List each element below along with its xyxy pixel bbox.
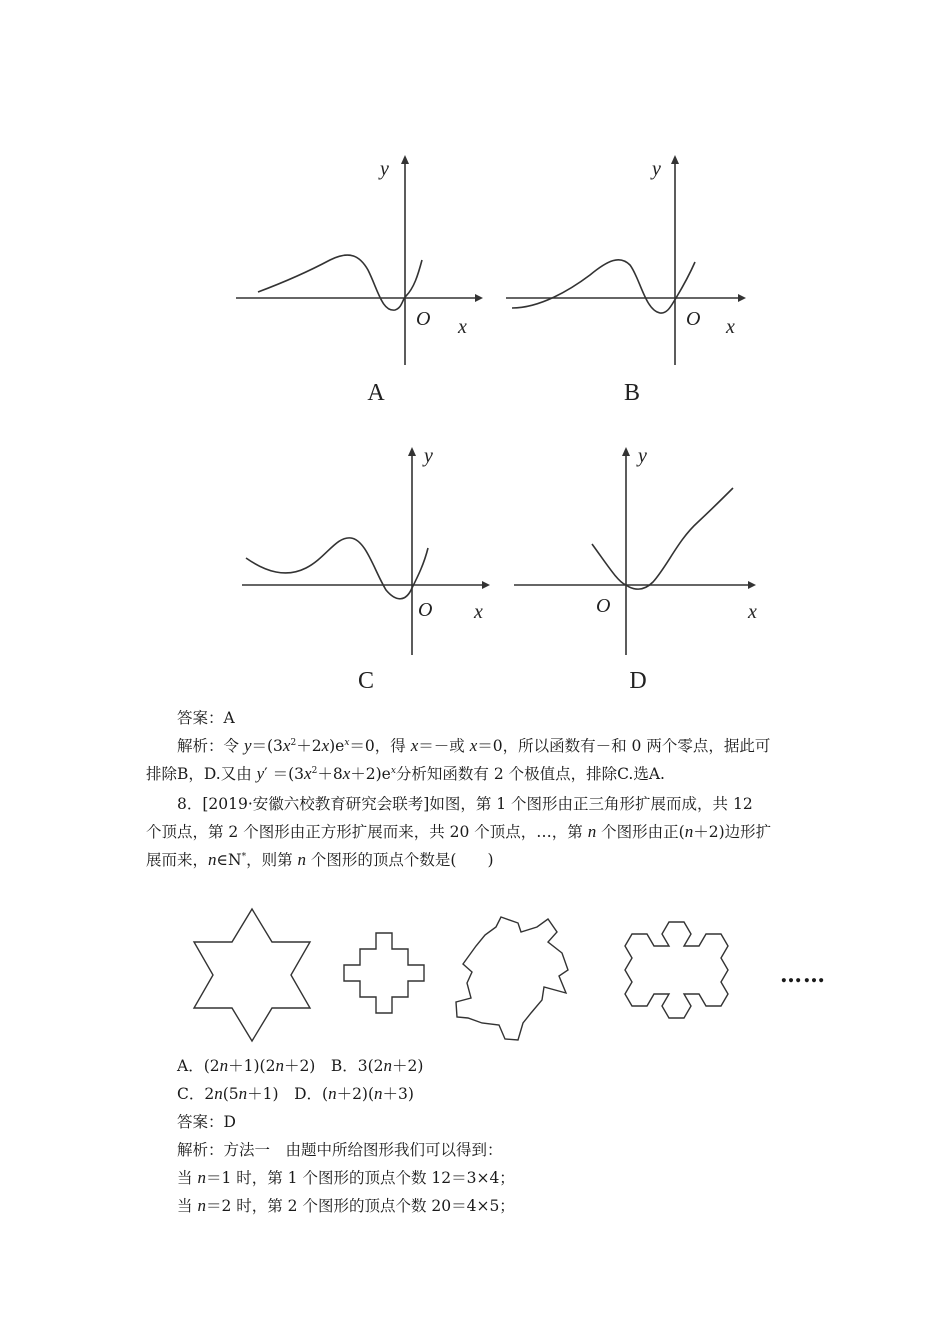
- var-y: y: [256, 764, 265, 783]
- text-run: 个图形由正(: [596, 823, 685, 841]
- options-line-1: [177, 1052, 423, 1080]
- var-n: n: [275, 1056, 284, 1075]
- text-run: 分析知函数有 2 个极值点，排除C.选A.: [395, 765, 665, 783]
- graph-b-plot: [500, 150, 760, 380]
- text-run: ＝1 时，第 1 个图形的顶点个数 12＝3×4；: [205, 1169, 515, 1187]
- graph-a: [230, 150, 490, 384]
- var-n: n: [197, 1196, 206, 1215]
- text-run: ＋8: [317, 765, 343, 783]
- x-axis-label: x: [748, 601, 757, 623]
- analysis-8-line-3: [177, 1192, 515, 1220]
- x-axis-label: x: [726, 316, 735, 338]
- text-run: ＝(3: [251, 737, 283, 755]
- y-axis-label: y: [380, 158, 389, 180]
- var-x: x: [304, 764, 312, 783]
- var-n: n: [587, 822, 597, 841]
- y-axis-label: y: [424, 445, 433, 467]
- function-curve: [592, 488, 733, 589]
- function-curve: [246, 538, 428, 599]
- var-n: n: [197, 1168, 206, 1187]
- figure-3-expanded-pentagon: [456, 917, 568, 1040]
- option-d: D．(: [278, 1085, 329, 1103]
- text-run: ，则第: [246, 851, 298, 869]
- graph-a-caption: A: [367, 380, 385, 406]
- option-a: A．(2: [177, 1057, 220, 1075]
- text-run: ＋2)e: [350, 765, 391, 783]
- var-x: x: [282, 736, 291, 755]
- origin-label: O: [418, 599, 433, 621]
- text-run: ＋2: [296, 737, 322, 755]
- origin-label: O: [686, 308, 701, 330]
- analysis-7-line-2: [146, 760, 665, 788]
- y-axis-arrow: [408, 447, 416, 456]
- options-line-2: [177, 1080, 414, 1108]
- text-run: ＋2): [392, 1057, 424, 1075]
- graph-b: [500, 150, 760, 384]
- graph-d: [508, 440, 778, 674]
- graph-b-caption: B: [623, 380, 640, 406]
- x-axis-arrow: [748, 581, 756, 589]
- var-y: y: [243, 736, 252, 755]
- exponent: 2: [290, 738, 297, 748]
- text-run: ＝0，所以函数有－和 0 两个零点，据此可: [477, 737, 771, 755]
- analysis-8-line-1: 解析：方法一 由题中所给图形我们可以得到：: [177, 1141, 503, 1159]
- graph-d-caption: D: [629, 668, 647, 694]
- text-run: ＋1)(2: [228, 1057, 276, 1075]
- var-n: n: [328, 1084, 337, 1103]
- text-run: ＝－或: [418, 737, 470, 755]
- graph-d-plot: [508, 440, 778, 670]
- y-axis-label: y: [652, 158, 661, 180]
- figure-2-expanded-square: [344, 933, 424, 1013]
- exponent-x: x: [344, 738, 350, 748]
- text-run: ＋2): [283, 1057, 316, 1075]
- var-n: n: [374, 1084, 383, 1103]
- text-run: 排除B，D.又由: [146, 765, 257, 783]
- var-n: n: [684, 822, 694, 841]
- var-x: x: [321, 736, 330, 755]
- option-c: C．2: [177, 1085, 215, 1103]
- text-run: ＋1): [247, 1085, 279, 1103]
- text-run: 个图形的顶点个数是( ): [306, 851, 494, 869]
- text-run: ＋2)边形扩: [693, 823, 772, 841]
- question-8-line-3: [146, 846, 494, 874]
- graph-a-plot: [230, 150, 490, 380]
- text-run: ′ ＝(3: [264, 765, 305, 783]
- var-x: x: [469, 736, 478, 755]
- var-n: n: [297, 850, 306, 869]
- text-run: 解析：令: [177, 737, 244, 755]
- option-b: B．3(2: [315, 1057, 384, 1075]
- var-n: n: [238, 1084, 248, 1103]
- answer-7: 答案：A: [177, 709, 235, 727]
- x-axis-arrow: [738, 294, 746, 302]
- y-axis-label: y: [638, 445, 647, 467]
- origin-label: O: [596, 595, 611, 617]
- text-run: ＝2 时，第 2 个图形的顶点个数 20＝4×5；: [205, 1197, 515, 1215]
- text-run: 当: [177, 1169, 198, 1187]
- figure-4-expanded-hexagon: [625, 922, 728, 1018]
- graph-c-caption: C: [357, 668, 374, 694]
- y-axis-arrow: [671, 155, 679, 164]
- text-run: ＋2)(: [336, 1085, 375, 1103]
- origin-label: O: [416, 308, 431, 330]
- text-run: 个顶点，第 2 个图形由正方形扩展而来，共 20 个顶点，…，第: [146, 823, 588, 841]
- ellipsis: ……: [780, 962, 826, 988]
- analysis-7-line-1: [177, 732, 770, 760]
- y-axis-arrow: [622, 447, 630, 456]
- analysis-8-line-2: [177, 1164, 515, 1192]
- question-8-line-2: [146, 818, 771, 846]
- text-run: 展而来，: [146, 851, 209, 869]
- function-curve: [512, 260, 695, 313]
- superscript-star: *: [241, 852, 247, 862]
- y-axis-arrow: [401, 155, 409, 164]
- question-8-line-1: 8．[2019·安徽六校教育研究会联考]如图，第 1 个图形由正三角形扩展而成，共 12: [177, 795, 753, 813]
- text-run: ＝0，得: [349, 737, 411, 755]
- function-curve: [258, 255, 422, 310]
- expanded-polygon-figures: [180, 900, 860, 1050]
- var-x: x: [342, 764, 351, 783]
- x-axis-label: x: [458, 316, 467, 338]
- var-x: x: [410, 736, 419, 755]
- text-run: 当: [177, 1197, 198, 1215]
- var-n: n: [383, 1056, 393, 1075]
- text-run: ＋3): [382, 1085, 414, 1103]
- answer-8: 答案：D: [177, 1113, 236, 1131]
- exponent-x: x: [390, 766, 396, 776]
- x-axis-arrow: [475, 294, 483, 302]
- graph-c-plot: [236, 440, 496, 670]
- text-run: ∈N: [216, 851, 242, 869]
- var-n: n: [208, 850, 217, 869]
- text-run: (5: [222, 1085, 239, 1103]
- figure-1-hexagram: [194, 909, 310, 1041]
- var-n: n: [214, 1084, 223, 1103]
- text-run: )e: [329, 737, 345, 755]
- x-axis-arrow: [482, 581, 490, 589]
- x-axis-label: x: [474, 601, 483, 623]
- graph-c: [236, 440, 496, 674]
- var-n: n: [219, 1056, 229, 1075]
- exponent: 2: [311, 766, 318, 776]
